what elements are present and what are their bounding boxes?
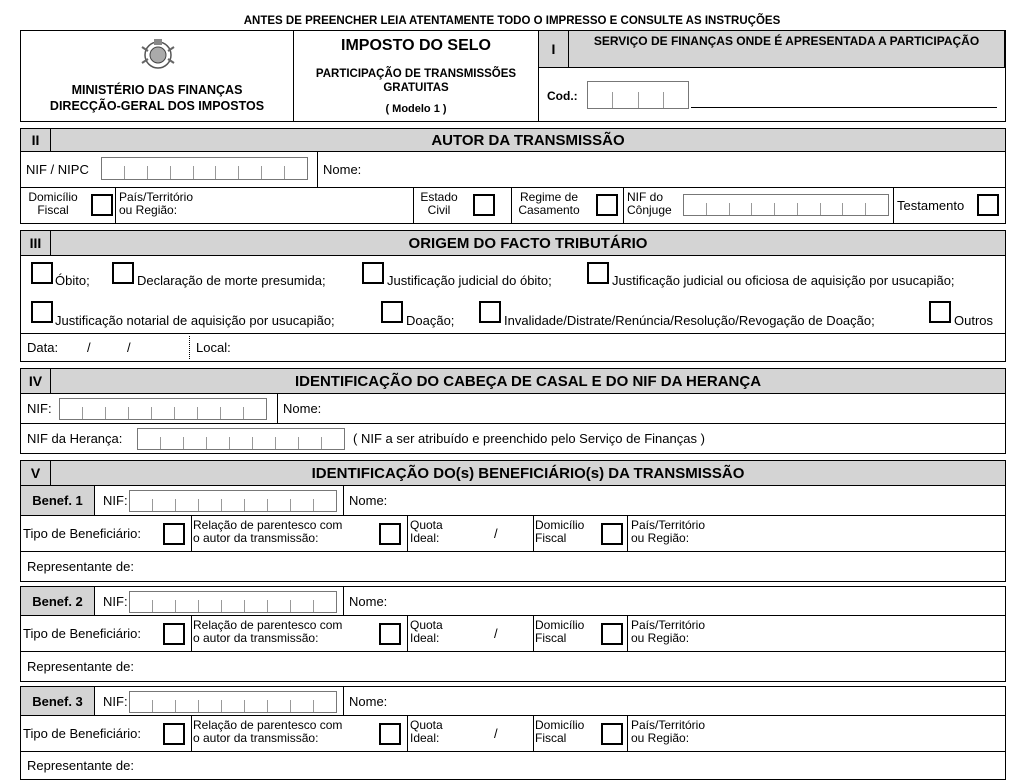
nif-heranca-input[interactable] <box>137 428 345 450</box>
section-ii-number: II <box>21 129 51 151</box>
benef-2-tipo-label: Tipo de Beneficiário: <box>23 626 142 641</box>
ministry-box <box>20 30 294 122</box>
benef-2-relacao-label: Relação de parentesco com o autor da transmissão: <box>193 618 343 645</box>
form-title-box <box>294 30 539 122</box>
benef-3-representante-row <box>20 752 1006 780</box>
benef-2-tipo-checkbox[interactable] <box>163 623 185 645</box>
section-iv-number: IV <box>21 369 51 393</box>
date-sep-1: / <box>87 340 91 355</box>
section-v-number: V <box>21 461 51 485</box>
benef-3-id-row <box>20 686 1006 716</box>
benef-2-nif-input[interactable] <box>129 591 337 613</box>
section-iv-row1 <box>20 394 1006 424</box>
benef-3-name-label: Nome: <box>349 694 388 709</box>
tax-title: IMPOSTO DO SELO <box>341 37 491 54</box>
benef-1-relacao-checkbox[interactable] <box>379 523 401 545</box>
local-label: Local: <box>196 340 231 355</box>
date-label: Data: <box>27 340 59 355</box>
benef-1-quota-label: Quota Ideal: <box>410 518 443 545</box>
benef-1-representante-row <box>20 552 1006 582</box>
autor-domicilio-label: Domicílio Fiscal <box>28 190 78 217</box>
autor-nif-label: NIF / NIPC <box>26 162 89 177</box>
option-morte-presumida-checkbox[interactable] <box>112 262 134 284</box>
benef-2-domicilio-checkbox[interactable] <box>601 623 623 645</box>
option-usucapiao-judicial-label: Justificação judicial ou oficiosa de aquisição por usucapião; <box>612 273 955 288</box>
ministry-name: MINISTÉRIO DAS FINANÇAS <box>71 83 243 97</box>
benef-2-domicilio-label: Domicílio Fiscal <box>535 618 585 645</box>
cod-label: Cod.: <box>547 89 578 103</box>
benef-1-pais-label: País/Território ou Região: <box>631 518 706 545</box>
option-invalidade-label: Invalidade/Distrate/Renúncia/Resolução/Revogação de Doação; <box>504 313 875 328</box>
benef-3-nif-input[interactable] <box>129 691 337 713</box>
benef-1-representante-label: Representante de: <box>27 559 134 574</box>
benef-3-nif-label: NIF: <box>103 694 128 709</box>
section-iv-header <box>20 368 1006 394</box>
section-ii-header <box>20 128 1006 152</box>
benef-1-tipo-label: Tipo de Beneficiário: <box>23 526 142 541</box>
benef-3-tag: Benef. 3 <box>21 687 95 715</box>
benef-2-pais-label: País/Território ou Região: <box>631 618 706 645</box>
benef-3-domicilio-checkbox[interactable] <box>601 723 623 745</box>
benef-2-tag: Benef. 2 <box>21 587 95 615</box>
directorate-name: DIRECÇÃO-GERAL DOS IMPOSTOS <box>49 99 265 113</box>
autor-nif-input[interactable] <box>101 157 308 180</box>
cabeca-name-label: Nome: <box>283 401 322 416</box>
section-i-title: SERVIÇO DE FINANÇAS ONDE É APRESENTADA A PARTICIPAÇÃO <box>593 34 980 48</box>
benef-2-representante-row <box>20 652 1006 682</box>
testamento-label: Testamento <box>897 198 965 213</box>
option-outros-checkbox[interactable] <box>929 301 951 323</box>
option-justificacao-obito-label: Justificação judicial do óbito; <box>387 273 552 288</box>
benef-2-nif-label: NIF: <box>103 594 128 609</box>
testamento-checkbox[interactable] <box>977 194 999 216</box>
regime-casamento-label: Regime de Casamento <box>518 190 580 217</box>
benef-1-quota-sep: / <box>494 526 498 541</box>
benef-2-name-label: Nome: <box>349 594 388 609</box>
benef-3-representante-label: Representante de: <box>27 758 134 773</box>
cabeca-nif-label: NIF: <box>27 401 52 416</box>
benef-3-quota-sep: / <box>494 726 498 741</box>
option-invalidade-checkbox[interactable] <box>479 301 501 323</box>
regime-casamento-checkbox[interactable] <box>596 194 618 216</box>
benef-3-pais-label: País/Território ou Região: <box>631 718 706 745</box>
benef-2-quota-sep: / <box>494 626 498 641</box>
option-doacao-checkbox[interactable] <box>381 301 403 323</box>
nif-conjuge-input[interactable] <box>683 194 889 216</box>
nif-conjuge-label: NIF do Cônjuge <box>627 190 672 217</box>
section-i-number: I <box>539 31 569 67</box>
section-i-header <box>538 30 1005 68</box>
autor-domicilio-checkbox[interactable] <box>91 194 113 216</box>
section-ii-row2 <box>20 188 1006 224</box>
section-iii-options <box>20 256 1006 334</box>
model-label: ( Modelo 1 ) <box>385 103 447 115</box>
benef-2-id-row <box>20 586 1006 616</box>
benef-1-domicilio-checkbox[interactable] <box>601 523 623 545</box>
benef-3-detail-row <box>20 716 1006 752</box>
benef-3-tipo-checkbox[interactable] <box>163 723 185 745</box>
benef-1-relacao-label: Relação de parentesco com o autor da transmissão: <box>193 518 343 545</box>
service-name-line[interactable] <box>691 107 997 108</box>
benef-2-relacao-checkbox[interactable] <box>379 623 401 645</box>
section-iii-number: III <box>21 231 51 255</box>
section-iv-title: IDENTIFICAÇÃO DO CABEÇA DE CASAL E DO NIF DA HERANÇA <box>294 372 762 390</box>
section-iii-header <box>20 230 1006 256</box>
benef-1-domicilio-label: Domicílio Fiscal <box>535 518 585 545</box>
benef-1-tipo-checkbox[interactable] <box>163 523 185 545</box>
cod-input[interactable] <box>587 81 689 109</box>
section-iii-title: ORIGEM DO FACTO TRIBUTÁRIO <box>408 234 648 252</box>
form-subtitle: PARTICIPAÇÃO DE TRANSMISSÕES GRATUITAS <box>315 68 517 94</box>
option-obito-checkbox[interactable] <box>31 262 53 284</box>
cabeca-nif-input[interactable] <box>59 398 267 420</box>
benef-3-relacao-label: Relação de parentesco com o autor da transmissão: <box>193 718 343 745</box>
option-justificacao-obito-checkbox[interactable] <box>362 262 384 284</box>
nif-heranca-note: ( NIF a ser atribuído e preenchido pelo Serviço de Finanças ) <box>353 431 705 446</box>
option-usucapiao-notarial-checkbox[interactable] <box>31 301 53 323</box>
benef-1-name-label: Nome: <box>349 493 388 508</box>
option-usucapiao-judicial-checkbox[interactable] <box>587 262 609 284</box>
top-notice: ANTES DE PREENCHER LEIA ATENTAMENTE TODO O IMPRESSO E CONSULTE AS INSTRUÇÕES <box>243 15 781 27</box>
benef-3-relacao-checkbox[interactable] <box>379 723 401 745</box>
option-usucapiao-notarial-label: Justificação notarial de aquisição por usucapião; <box>55 313 335 328</box>
benef-1-nif-input[interactable] <box>129 490 337 512</box>
benef-1-detail-row <box>20 516 1006 552</box>
benef-2-representante-label: Representante de: <box>27 659 134 674</box>
option-morte-presumida-label: Declaração de morte presumida; <box>137 273 326 288</box>
section-v-title: IDENTIFICAÇÃO DO(s) BENEFICIÁRIO(s) DA TRANSMISSÃO <box>311 464 745 482</box>
benef-2-quota-label: Quota Ideal: <box>410 618 443 645</box>
benef-3-quota-label: Quota Ideal: <box>410 718 443 745</box>
option-doacao-label: Doação; <box>406 313 455 328</box>
date-sep-2: / <box>127 340 131 355</box>
autor-name-label: Nome: <box>323 162 362 177</box>
nif-heranca-label: NIF da Herança: <box>27 431 123 446</box>
benef-3-domicilio-label: Domicílio Fiscal <box>535 718 585 745</box>
benef-2-detail-row <box>20 616 1006 652</box>
option-obito-label: Óbito; <box>55 273 90 288</box>
coat-of-arms-icon <box>138 37 178 71</box>
section-iii-date-row <box>20 334 1006 362</box>
benef-3-tipo-label: Tipo de Beneficiário: <box>23 726 142 741</box>
benef-1-nif-label: NIF: <box>103 493 128 508</box>
section-i-box <box>539 30 1006 122</box>
option-outros-label: Outros <box>954 313 994 328</box>
section-ii-title: AUTOR DA TRANSMISSÃO <box>431 131 625 149</box>
section-iv-row2 <box>20 424 1006 454</box>
estado-civil-label: Estado Civil <box>420 190 458 217</box>
benef-1-id-row <box>20 486 1006 516</box>
estado-civil-checkbox[interactable] <box>473 194 495 216</box>
section-ii-row1 <box>20 152 1006 188</box>
section-v-header <box>20 460 1006 486</box>
autor-pais-label: País/Território ou Região: <box>119 190 194 217</box>
benef-1-tag: Benef. 1 <box>21 486 95 515</box>
